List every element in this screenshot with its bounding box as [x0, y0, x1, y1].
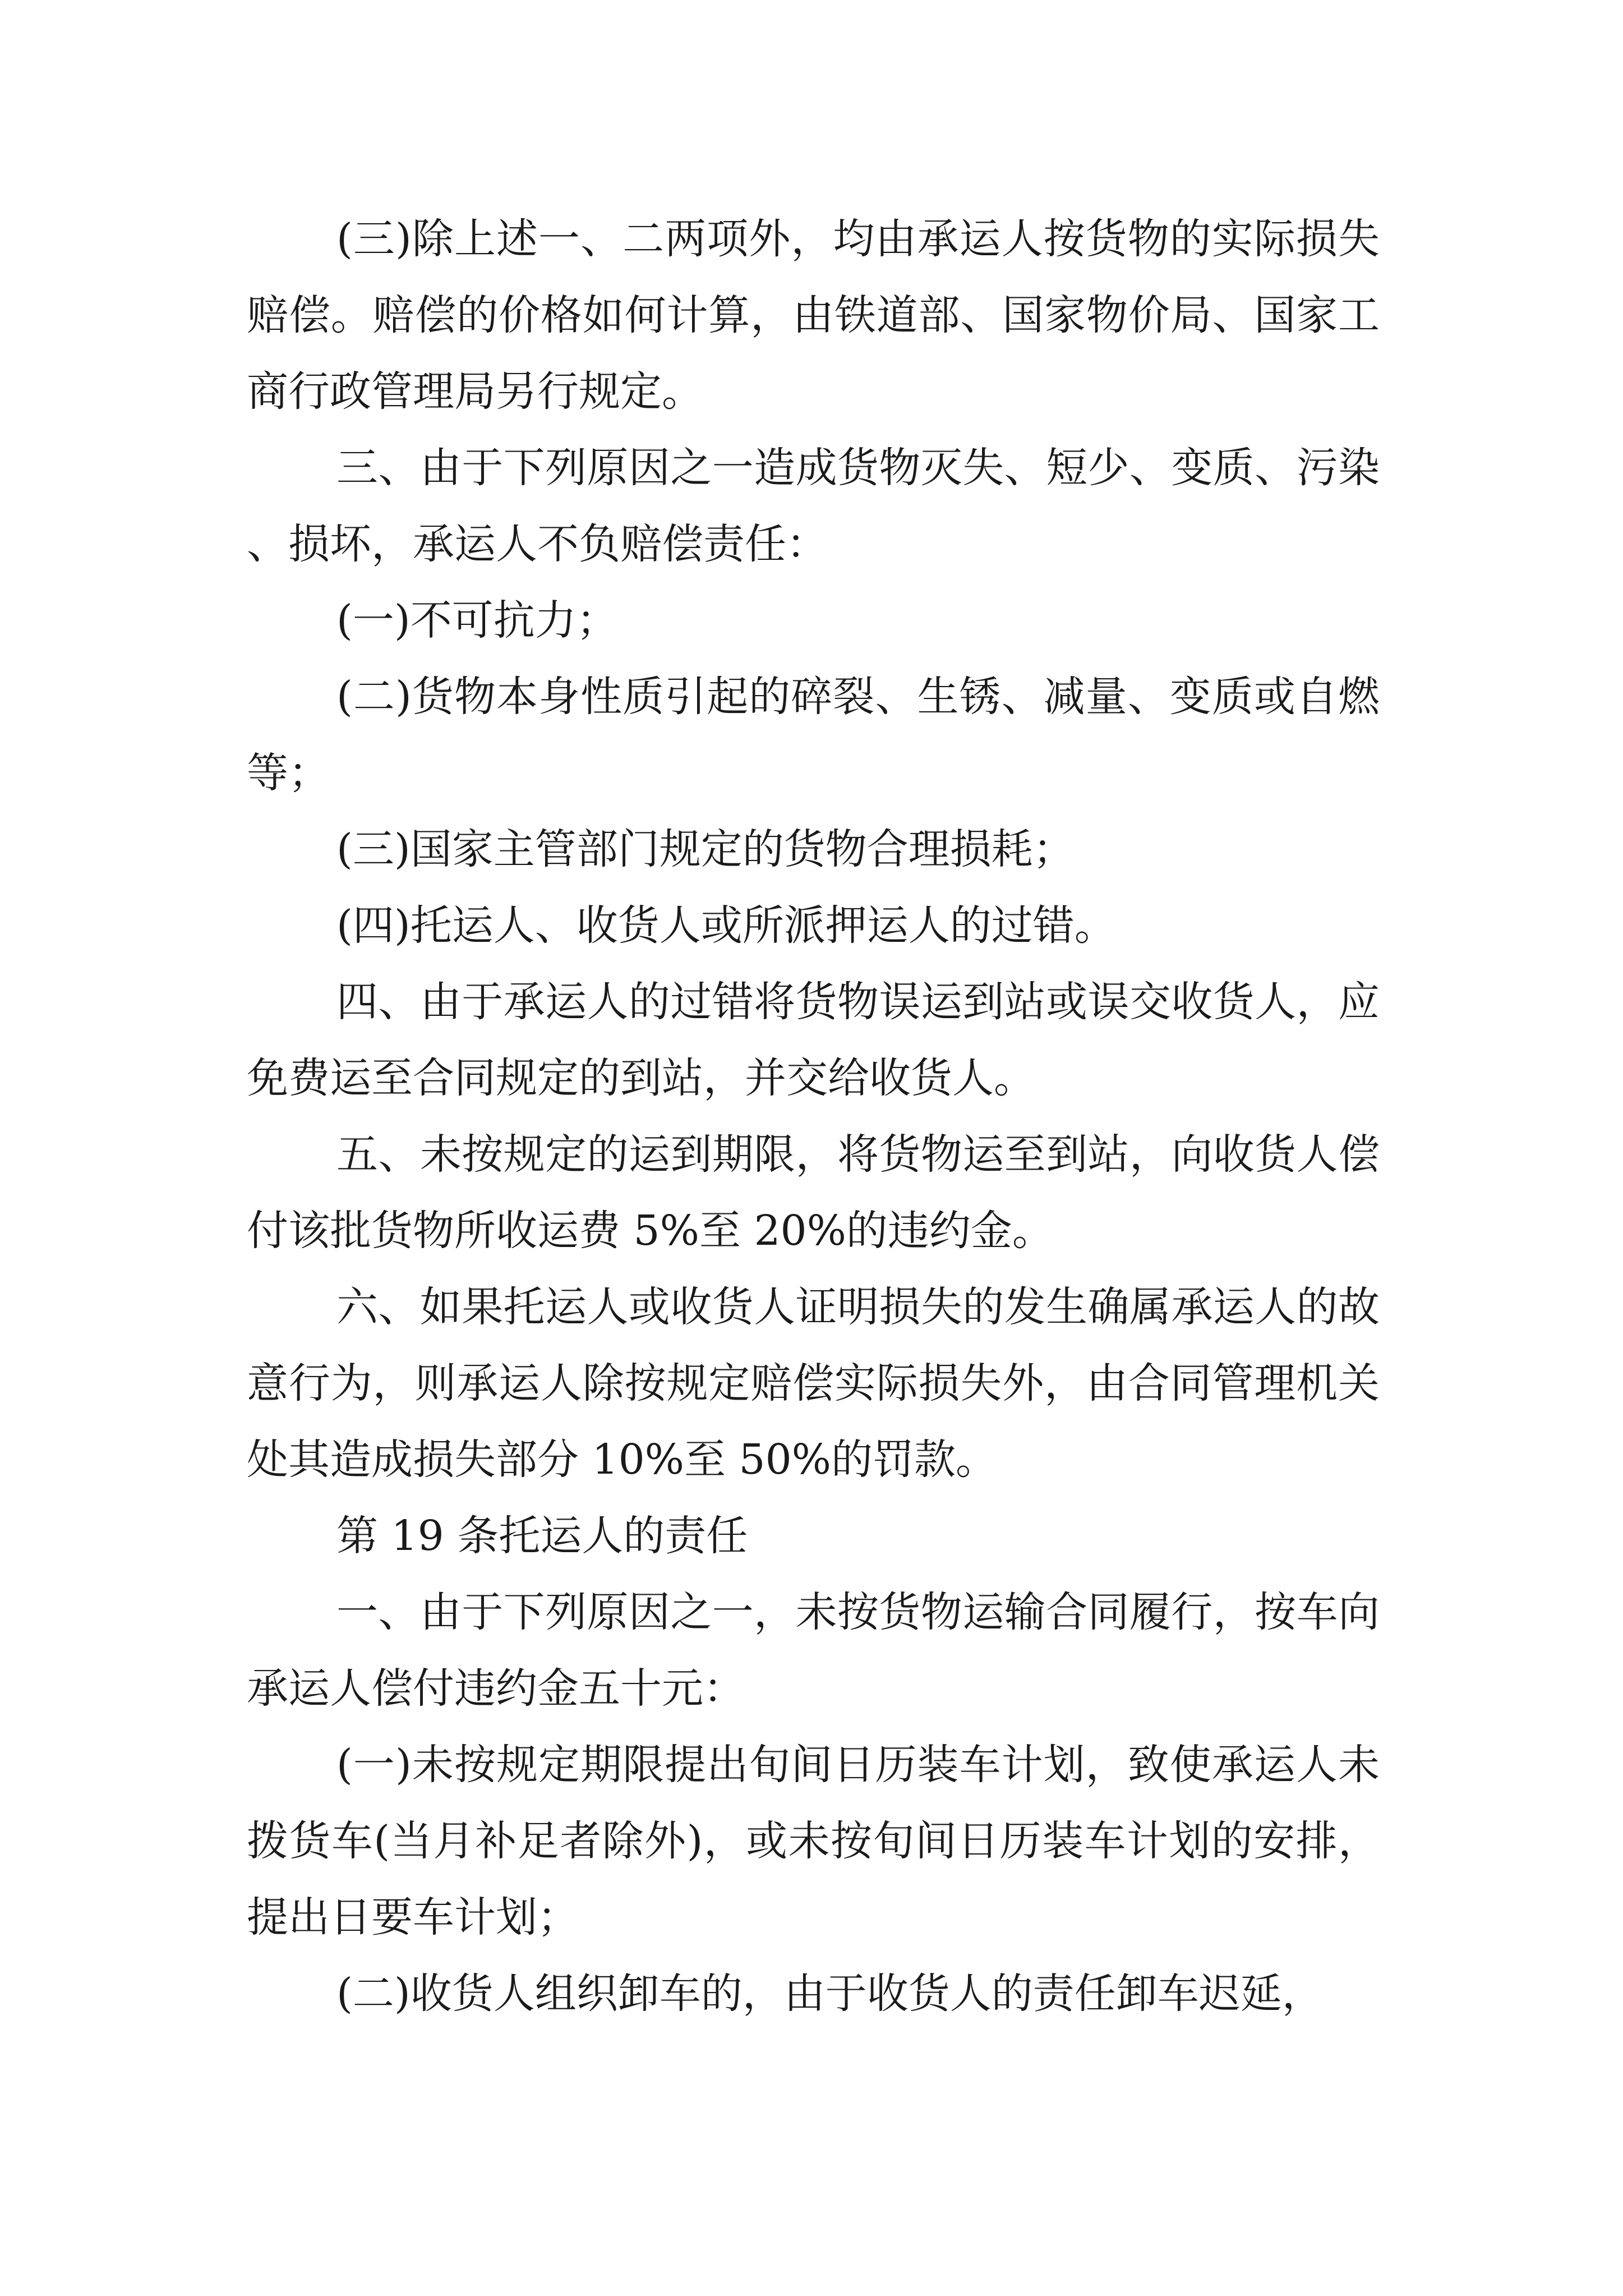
paragraph: (一)未按规定期限提出旬间日历装车计划，致使承运人未拨货车(当月补足者除外)，或未按旬间日历装车计划的安排，提出日要车计划；	[247, 1741, 1380, 1941]
paragraph: 四、由于承运人的过错将货物误运到站或误交收货人，应免费运至合同规定的到站，并交给收货人。	[247, 978, 1380, 1102]
paragraph: (三)除上述一、二两项外，均由承运人按货物的实际损失赔偿。赔偿的价格如何计算，由铁道部、国家物价局、国家工商行政管理局另行规定。	[247, 215, 1380, 416]
paragraph: (三)国家主管部门规定的货物合理损耗；	[336, 825, 1075, 873]
section-heading: 第 19 条托运人的责任	[336, 1512, 748, 1560]
paragraph: (四)托运人、收货人或所派押运人的过错。	[336, 901, 1116, 950]
paragraph: 六、如果托运人或收货人证明损失的发生确属承运人的故意行为，则承运人除按规定赔偿实际损失外，由合同管理机关处其造成损失部分 10%至 50%的罚款。	[247, 1283, 1380, 1484]
paragraph: (二)货物本身性质引起的碎裂、生锈、减量、变质或自燃等；	[247, 673, 1380, 797]
paragraph: 三、由于下列原因之一造成货物灭失、短少、变质、污染、损坏，承运人不负赔偿责任：	[247, 444, 1380, 568]
paragraph: (二)收货人组织卸车的，由于收货人的责任卸车迟延，	[336, 1970, 1324, 2018]
paragraph: 一、由于下列原因之一，未按货物运输合同履行，按车向承运人偿付违约金五十元：	[247, 1588, 1380, 1713]
paragraph: (一)不可抗力；	[336, 596, 618, 645]
document-body	[247, 201, 1380, 2032]
paragraph: 五、未按规定的运到期限，将货物运至到站，向收货人偿付该批货物所收运费 5%至 20%的违约金。	[247, 1130, 1380, 1255]
